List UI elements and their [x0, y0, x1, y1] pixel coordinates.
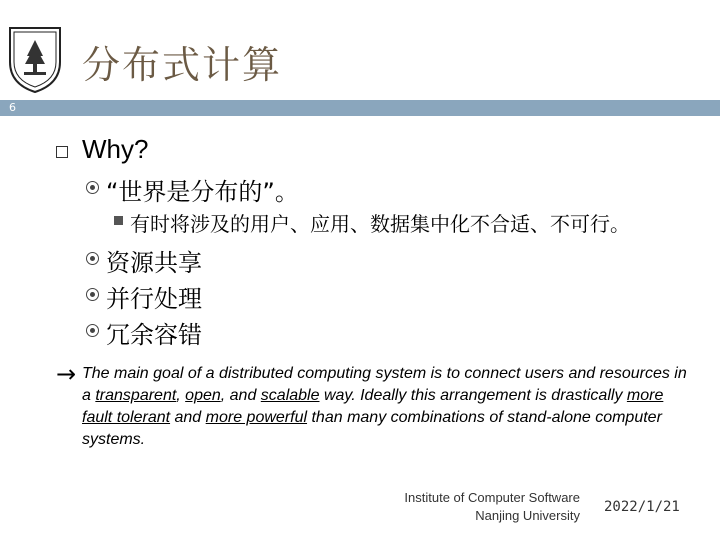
heading-why: Why?	[82, 134, 149, 164]
arrow-icon: →	[56, 360, 77, 388]
term-open: open	[185, 387, 221, 404]
square-bullet-icon	[114, 216, 123, 225]
circle-bullet-icon	[86, 181, 99, 194]
term-transparent: transparent	[95, 387, 177, 404]
footer-institute-name: Institute of Computer Software	[404, 490, 580, 505]
slide-number-tab	[0, 100, 42, 116]
nanjing-university-seal-icon	[4, 22, 66, 94]
sub-bullet-centralization: 有时将涉及的用户、应用、数据集中化不合适、不可行。	[130, 212, 630, 236]
slide-title: 分布式计算	[82, 43, 283, 87]
circle-bullet-icon	[86, 252, 99, 265]
term-more-fault-tolerant: more fault tolerant	[82, 387, 664, 426]
term-scalable: scalable	[260, 387, 320, 404]
footer-university-name: Nanjing University	[475, 508, 580, 523]
slide-number: 6	[9, 101, 16, 114]
checkbox-bullet-icon	[56, 146, 68, 158]
footer-date: 2022/1/21	[604, 499, 680, 515]
bullet-world-distributed: “世界是分布的”。	[106, 178, 299, 206]
circle-bullet-icon	[86, 324, 99, 337]
footer-institute	[380, 489, 580, 525]
goal-paragraph: The main goal of a distributed computing system is to connect users and resources in a transparent, open, and scalable way. Ideally this arrangement is drastically more fault tolerant and more powerful than many combinations of stand-alone computer systems.	[82, 365, 687, 448]
bullet-parallel-processing: 并行处理	[106, 285, 202, 313]
circle-bullet-icon	[86, 288, 99, 301]
header-bar	[30, 100, 720, 116]
bullet-fault-tolerance: 冗余容错	[106, 321, 202, 349]
bullet-resource-sharing: 资源共享	[106, 249, 202, 277]
term-more-powerful: more powerful	[205, 409, 308, 426]
